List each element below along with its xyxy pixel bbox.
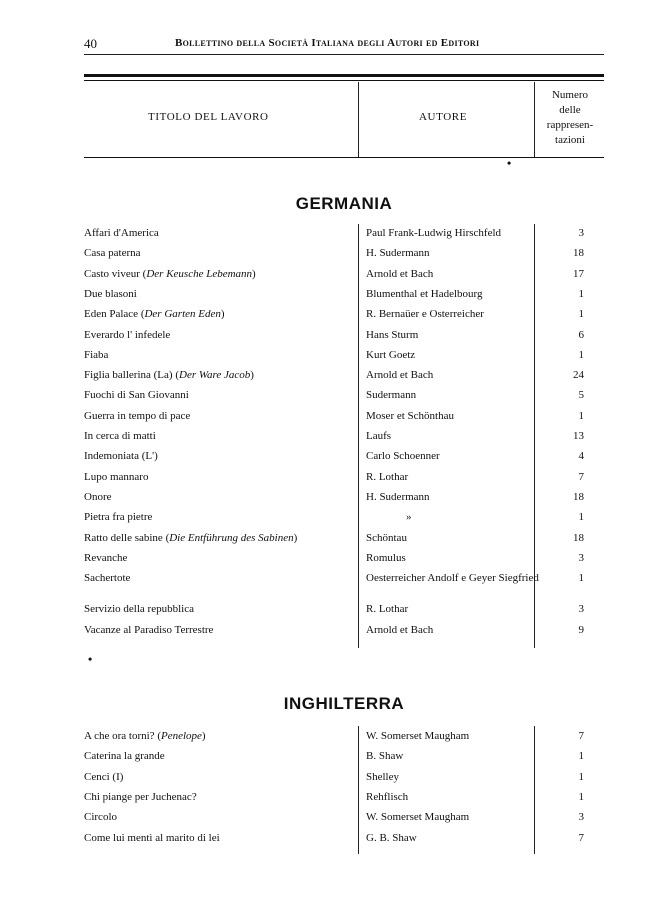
work-title: [84, 603, 354, 616]
work-title: [84, 832, 354, 845]
ink-mark: •: [88, 652, 93, 666]
author-name: Laufs: [366, 430, 392, 442]
author-name: Oesterreicher Andolf e Geyer Siegfried: [366, 572, 539, 585]
performance-count: 9: [578, 623, 584, 636]
performance-count: 3: [578, 227, 584, 239]
performance-count: 1: [578, 572, 584, 585]
author-name: Arnold et Bach: [366, 623, 434, 636]
work-title-text: Onore: [84, 490, 112, 503]
original-title: Der Keusche Lebemann: [146, 267, 253, 280]
work-title-text: In cerca di matti: [84, 430, 156, 442]
work-title: [84, 450, 354, 463]
section-divider: [358, 224, 359, 648]
work-title-text: Vacanze al Paradiso Terrestre: [84, 623, 214, 636]
page-number: 40: [84, 36, 97, 51]
work-title: [84, 511, 354, 524]
author-name: H. Sudermann: [366, 247, 430, 260]
section-divider: [358, 726, 359, 854]
author-name: G. B. Shaw: [366, 831, 417, 844]
performance-count: 5: [578, 389, 584, 402]
author-name: W. Somerset Maugham: [366, 811, 470, 824]
work-title: Eden Palace (Der Garten Eden): [84, 308, 225, 321]
performance-count: 24: [573, 369, 584, 382]
table-top-rule-thin: [84, 80, 604, 81]
author-name: Sudermann: [366, 389, 417, 402]
work-title: [84, 552, 354, 565]
work-title-text: Circolo: [84, 811, 117, 824]
count-header-line: Numero: [551, 89, 589, 101]
work-title-text: Pietra fra pietre: [84, 511, 153, 524]
author-name: W. Somerset Maugham: [366, 730, 470, 742]
work-title-text: Ratto delle sabine: [84, 531, 163, 544]
performance-count: 1: [578, 511, 584, 524]
work-title-text: Fuochi di San Giovanni: [84, 389, 189, 402]
performance-count: 6: [578, 328, 584, 341]
work-title-text: Servizio della repubblica: [84, 603, 194, 616]
work-title-text: Caterina la grande: [84, 750, 165, 763]
performance-count: 7: [578, 730, 584, 742]
work-title-text: Come lui mentì al marito di lei: [84, 831, 220, 844]
author-name: Kurt Goetz: [366, 348, 416, 361]
work-title: Ratto delle sabine (Die Entführung des Sabinen): [84, 531, 298, 544]
work-title: [84, 288, 354, 301]
author-name: Paul Frank-Ludwig Hirschfeld: [366, 227, 502, 239]
ink-dot: •: [507, 156, 512, 170]
original-title: Penelope: [160, 730, 202, 742]
work-title: A che ora torni? (Penelope): [84, 730, 206, 742]
performance-count: 7: [578, 470, 584, 483]
performance-count: 4: [578, 450, 584, 463]
performance-count: 18: [573, 531, 584, 544]
author-name: R. Lothar: [366, 603, 409, 616]
performance-count: 1: [578, 409, 584, 422]
work-title-text: Everardo l' infedele: [84, 328, 171, 341]
original-title: Der Garten Eden: [144, 308, 221, 321]
count-column-header: [540, 88, 600, 148]
performance-count: 1: [578, 750, 584, 763]
author-name: Shelley: [366, 770, 399, 783]
work-title-text: Guerra in tempo di pace: [84, 409, 191, 422]
original-title: Der Ware Jacob: [179, 369, 251, 382]
performance-count: 1: [578, 790, 584, 803]
author-name: Rehflisch: [366, 790, 409, 803]
performance-count: 18: [573, 247, 584, 260]
work-title-text: Due blasoni: [84, 287, 137, 300]
work-title: [84, 471, 354, 484]
work-title: [84, 227, 354, 240]
work-title-text: Casto viveur: [84, 267, 140, 280]
work-title: [84, 247, 354, 260]
work-title: [84, 624, 354, 637]
count-header-line: rappresen-: [546, 119, 594, 131]
author-name: Blumenthal et Hadelbourg: [366, 287, 483, 300]
table-header-bottom-rule: [84, 157, 604, 158]
performance-count: 1: [578, 770, 584, 783]
author-name: Romulus: [366, 551, 406, 564]
work-title: [84, 750, 354, 763]
work-title-text: Chi piange per Juchenac?: [84, 790, 197, 803]
author-column-header: AUTORE: [419, 111, 468, 123]
work-title: [84, 811, 354, 824]
performance-count: 1: [578, 287, 584, 300]
work-title: [84, 349, 354, 362]
section-title-inghilterra: INGHILTERRA: [283, 694, 405, 713]
author-name: R. Lothar: [366, 470, 409, 483]
running-title: Bollettino della Società Italiana degli Autori ed Editori: [175, 37, 480, 49]
work-title-text: A che ora torni?: [84, 730, 155, 742]
author-name: Carlo Schoenner: [366, 450, 440, 463]
work-title: [84, 389, 354, 402]
work-title: [84, 329, 354, 342]
work-title: [84, 491, 354, 504]
work-title: [84, 771, 354, 784]
work-title-text: Affari d'America: [84, 227, 159, 239]
performance-count: 3: [578, 811, 584, 824]
work-title-text: Figlia ballerina (La): [84, 369, 173, 382]
author-name: R. Bernaüer e Osterreicher: [366, 308, 484, 321]
work-title: [84, 430, 354, 443]
work-title-text: Revanche: [84, 551, 128, 564]
title-column-header: TITOLO DEL LAVORO: [148, 111, 269, 123]
performance-count: 13: [573, 430, 584, 442]
work-title-text: Cenci (I): [84, 770, 124, 783]
count-header-line: delle: [559, 104, 581, 116]
author-name: Schöntau: [366, 531, 407, 544]
author-name: B. Shaw: [366, 750, 404, 763]
original-title: Die Entführung des Sabinen: [169, 531, 294, 544]
work-title: [84, 572, 354, 585]
author-name: Arnold et Bach: [366, 369, 434, 382]
column-divider-1: [358, 82, 359, 157]
author-name: »: [406, 511, 412, 524]
performance-count: 18: [573, 490, 584, 503]
author-name: H. Sudermann: [366, 490, 430, 503]
work-title-text: Lupo mannaro: [84, 470, 149, 483]
work-title-text: Sachertote: [84, 572, 131, 585]
work-title: [84, 410, 354, 423]
work-title: Casto viveur (Der Keusche Lebemann): [84, 267, 256, 280]
performance-count: 7: [578, 831, 584, 844]
work-title-text: Indemoniata (L'): [84, 450, 158, 463]
performance-count: 1: [578, 348, 584, 361]
performance-count: 1: [578, 308, 584, 321]
table-top-rule-thick: [84, 74, 604, 77]
author-name: Hans Sturm: [366, 328, 419, 341]
performance-count: 3: [578, 551, 584, 564]
work-title-text: Casa paterna: [84, 247, 141, 260]
work-title: [84, 791, 354, 804]
work-title-text: Fiaba: [84, 348, 109, 361]
performance-count: 17: [573, 267, 584, 280]
section-title-germania: GERMANIA: [295, 194, 393, 213]
performance-count: 3: [578, 603, 584, 616]
author-name: Arnold et Bach: [366, 267, 434, 280]
author-name: Moser et Schönthau: [366, 409, 454, 422]
column-divider-2: [534, 82, 535, 157]
work-title: Figlia ballerina (La) (Der Ware Jacob): [84, 369, 254, 382]
count-header-line: tazioni: [555, 134, 585, 146]
header-rule: [84, 54, 604, 55]
work-title-text: Eden Palace: [84, 308, 139, 321]
